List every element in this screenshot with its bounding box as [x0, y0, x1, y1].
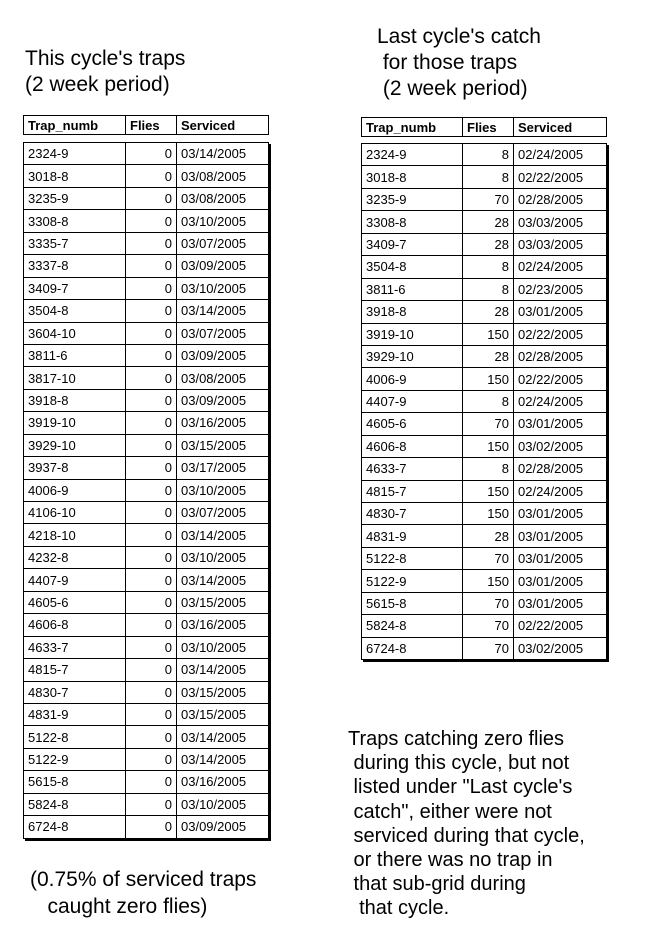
trap-number-cell: 3235-9	[24, 187, 126, 209]
flies-cell: 0	[126, 614, 177, 636]
flies-cell: 70	[463, 637, 514, 659]
flies-cell: 70	[463, 547, 514, 569]
serviced-date-cell: 03/09/2005	[177, 389, 269, 411]
table-row	[362, 592, 607, 614]
flies-cell: 70	[463, 592, 514, 614]
trap-number-cell: 2324-9	[24, 143, 126, 165]
serviced-date-cell: 03/02/2005	[514, 435, 607, 457]
serviced-date-cell: 03/15/2005	[177, 703, 269, 725]
trap-number-cell: 3409-7	[24, 277, 126, 299]
trap-number-cell: 4232-8	[24, 546, 126, 568]
serviced-date-cell: 03/01/2005	[514, 413, 607, 435]
serviced-date-cell: 03/07/2005	[177, 502, 269, 524]
trap-number-cell: 5615-8	[24, 771, 126, 793]
trap-number-cell: 4606-8	[362, 435, 463, 457]
header-flies: Flies	[126, 116, 177, 135]
serviced-date-cell: 03/08/2005	[177, 187, 269, 209]
serviced-date-cell: 02/23/2005	[514, 278, 607, 300]
table-row	[24, 726, 269, 748]
serviced-date-cell: 03/14/2005	[177, 569, 269, 591]
table-row	[24, 614, 269, 636]
trap-number-cell: 3929-10	[362, 345, 463, 367]
trap-number-cell: 4815-7	[24, 659, 126, 681]
trap-number-cell: 4407-9	[24, 569, 126, 591]
trap-number-cell: 4006-9	[362, 368, 463, 390]
table-row	[362, 166, 607, 188]
serviced-date-cell: 03/01/2005	[514, 301, 607, 323]
table-row	[362, 233, 607, 255]
trap-number-cell: 5615-8	[362, 592, 463, 614]
serviced-date-cell: 03/07/2005	[177, 322, 269, 344]
serviced-date-cell: 03/16/2005	[177, 412, 269, 434]
flies-cell: 0	[126, 344, 177, 366]
flies-cell: 0	[126, 457, 177, 479]
flies-cell: 8	[463, 256, 514, 278]
trap-number-cell: 4831-9	[362, 525, 463, 547]
this-cycle-table-header	[23, 115, 269, 135]
flies-cell: 28	[463, 211, 514, 233]
flies-cell: 0	[126, 143, 177, 165]
trap-number-cell: 3308-8	[24, 210, 126, 232]
table-row	[24, 143, 269, 165]
flies-cell: 150	[463, 323, 514, 345]
flies-cell: 150	[463, 570, 514, 592]
trap-number-cell: 6724-8	[362, 637, 463, 659]
serviced-date-cell: 03/16/2005	[177, 771, 269, 793]
table-row	[24, 322, 269, 344]
flies-cell: 8	[463, 390, 514, 412]
trap-number-cell: 3919-10	[24, 412, 126, 434]
flies-cell: 70	[463, 413, 514, 435]
flies-cell: 0	[126, 277, 177, 299]
flies-cell: 0	[126, 546, 177, 568]
flies-cell: 28	[463, 525, 514, 547]
flies-cell: 150	[463, 368, 514, 390]
trap-number-cell: 2324-9	[362, 144, 463, 166]
serviced-date-cell: 03/10/2005	[177, 277, 269, 299]
flies-cell: 0	[126, 793, 177, 815]
header-serviced: Serviced	[514, 118, 607, 137]
trap-number-cell: 3504-8	[24, 300, 126, 322]
trap-number-cell: 6724-8	[24, 816, 126, 838]
trap-number-cell: 3937-8	[24, 457, 126, 479]
trap-number-cell: 4606-8	[24, 614, 126, 636]
last-cycle-table	[361, 143, 607, 660]
table-row	[24, 659, 269, 681]
serviced-date-cell: 02/22/2005	[514, 368, 607, 390]
table-row	[24, 479, 269, 501]
trap-number-cell: 3918-8	[24, 389, 126, 411]
flies-cell: 0	[126, 569, 177, 591]
flies-cell: 8	[463, 278, 514, 300]
serviced-date-cell: 03/02/2005	[514, 637, 607, 659]
table-row	[24, 300, 269, 322]
trap-number-cell: 3918-8	[362, 301, 463, 323]
flies-cell: 0	[126, 165, 177, 187]
trap-number-cell: 5122-9	[362, 570, 463, 592]
header-trap-numb: Trap_numb	[362, 118, 463, 137]
serviced-date-cell: 03/03/2005	[514, 233, 607, 255]
table-row	[24, 232, 269, 254]
flies-cell: 150	[463, 480, 514, 502]
table-row	[362, 256, 607, 278]
serviced-date-cell: 02/28/2005	[514, 188, 607, 210]
header-serviced: Serviced	[177, 116, 269, 135]
serviced-date-cell: 03/14/2005	[177, 143, 269, 165]
trap-number-cell: 4815-7	[362, 480, 463, 502]
table-row	[24, 389, 269, 411]
serviced-date-cell: 03/07/2005	[177, 232, 269, 254]
header-flies: Flies	[463, 118, 514, 137]
table-row	[362, 547, 607, 569]
trap-number-cell: 3409-7	[362, 233, 463, 255]
flies-cell: 0	[126, 412, 177, 434]
flies-cell: 28	[463, 233, 514, 255]
trap-number-cell: 3335-7	[24, 232, 126, 254]
flies-cell: 0	[126, 300, 177, 322]
serviced-date-cell: 02/28/2005	[514, 345, 607, 367]
table-row	[24, 344, 269, 366]
trap-number-cell: 3018-8	[24, 165, 126, 187]
header-trap-numb: Trap_numb	[24, 116, 126, 135]
table-row	[362, 525, 607, 547]
serviced-date-cell: 03/17/2005	[177, 457, 269, 479]
flies-cell: 0	[126, 232, 177, 254]
explanation-note: Traps catching zero flies during this cycle, but not listed under "Last cycle's catch", either were not serviced during that cycle, or there was no trap in that sub-grid during that cycle.	[348, 728, 585, 920]
trap-number-cell: 3604-10	[24, 322, 126, 344]
table-row	[362, 144, 607, 166]
table-row	[362, 615, 607, 637]
serviced-date-cell: 03/15/2005	[177, 681, 269, 703]
serviced-date-cell: 03/01/2005	[514, 547, 607, 569]
trap-number-cell: 3919-10	[362, 323, 463, 345]
flies-cell: 70	[463, 188, 514, 210]
serviced-date-cell: 03/01/2005	[514, 592, 607, 614]
flies-cell: 8	[463, 144, 514, 166]
table-row	[24, 255, 269, 277]
last-cycle-title: Last cycle's catch for those traps (2 week period)	[377, 25, 541, 100]
serviced-date-cell: 02/22/2005	[514, 323, 607, 345]
serviced-date-cell: 03/14/2005	[177, 524, 269, 546]
flies-cell: 0	[126, 524, 177, 546]
serviced-date-cell: 03/08/2005	[177, 165, 269, 187]
table-row	[24, 457, 269, 479]
table-row	[362, 570, 607, 592]
trap-number-cell: 4633-7	[362, 458, 463, 480]
trap-number-cell: 3811-6	[24, 344, 126, 366]
serviced-date-cell: 03/14/2005	[177, 726, 269, 748]
flies-cell: 8	[463, 166, 514, 188]
flies-cell: 0	[126, 726, 177, 748]
flies-cell: 70	[463, 615, 514, 637]
table-row	[24, 681, 269, 703]
trap-number-cell: 3337-8	[24, 255, 126, 277]
serviced-date-cell: 03/10/2005	[177, 546, 269, 568]
table-row	[24, 748, 269, 770]
flies-cell: 0	[126, 434, 177, 456]
trap-number-cell: 4633-7	[24, 636, 126, 658]
trap-number-cell: 4218-10	[24, 524, 126, 546]
table-row	[24, 546, 269, 568]
table-row	[24, 187, 269, 209]
table-row	[362, 211, 607, 233]
serviced-date-cell: 03/08/2005	[177, 367, 269, 389]
trap-number-cell: 4605-6	[24, 591, 126, 613]
table-row	[24, 591, 269, 613]
flies-cell: 0	[126, 389, 177, 411]
table-row	[24, 412, 269, 434]
table-row	[24, 165, 269, 187]
table-row	[24, 210, 269, 232]
flies-cell: 0	[126, 748, 177, 770]
trap-number-cell: 3811-6	[362, 278, 463, 300]
serviced-date-cell: 02/24/2005	[514, 144, 607, 166]
flies-cell: 0	[126, 591, 177, 613]
trap-number-cell: 4106-10	[24, 502, 126, 524]
flies-cell: 0	[126, 187, 177, 209]
trap-number-cell: 3018-8	[362, 166, 463, 188]
flies-cell: 0	[126, 367, 177, 389]
serviced-date-cell: 03/01/2005	[514, 503, 607, 525]
trap-number-cell: 3308-8	[362, 211, 463, 233]
flies-cell: 0	[126, 659, 177, 681]
table-row	[362, 503, 607, 525]
serviced-date-cell: 03/09/2005	[177, 255, 269, 277]
serviced-date-cell: 03/10/2005	[177, 479, 269, 501]
table-row	[362, 458, 607, 480]
flies-cell: 150	[463, 503, 514, 525]
serviced-date-cell: 02/24/2005	[514, 480, 607, 502]
table-row	[362, 345, 607, 367]
serviced-date-cell: 03/14/2005	[177, 659, 269, 681]
table-row	[24, 524, 269, 546]
flies-cell: 0	[126, 636, 177, 658]
table-row	[362, 278, 607, 300]
table-row	[362, 188, 607, 210]
serviced-date-cell: 03/16/2005	[177, 614, 269, 636]
serviced-date-cell: 03/03/2005	[514, 211, 607, 233]
trap-number-cell: 5122-8	[24, 726, 126, 748]
this-cycle-title: This cycle's traps (2 week period)	[25, 47, 186, 96]
table-row	[362, 368, 607, 390]
trap-number-cell: 3235-9	[362, 188, 463, 210]
flies-cell: 8	[463, 458, 514, 480]
table-row	[24, 502, 269, 524]
table-row	[24, 636, 269, 658]
table-row	[24, 367, 269, 389]
serviced-date-cell: 03/09/2005	[177, 344, 269, 366]
table-row	[362, 390, 607, 412]
serviced-date-cell: 03/15/2005	[177, 434, 269, 456]
flies-cell: 0	[126, 703, 177, 725]
flies-cell: 0	[126, 502, 177, 524]
serviced-date-cell: 03/15/2005	[177, 591, 269, 613]
trap-number-cell: 4605-6	[362, 413, 463, 435]
flies-cell: 0	[126, 210, 177, 232]
table-row	[362, 301, 607, 323]
flies-cell: 0	[126, 771, 177, 793]
serviced-date-cell: 03/14/2005	[177, 748, 269, 770]
serviced-date-cell: 02/24/2005	[514, 390, 607, 412]
flies-cell: 150	[463, 435, 514, 457]
trap-number-cell: 5824-8	[362, 615, 463, 637]
table-row	[362, 637, 607, 659]
flies-cell: 28	[463, 345, 514, 367]
serviced-date-cell: 03/14/2005	[177, 300, 269, 322]
trap-number-cell: 3817-10	[24, 367, 126, 389]
trap-number-cell: 5824-8	[24, 793, 126, 815]
serviced-date-cell: 03/10/2005	[177, 793, 269, 815]
serviced-date-cell: 02/24/2005	[514, 256, 607, 278]
trap-number-cell: 3504-8	[362, 256, 463, 278]
serviced-date-cell: 03/01/2005	[514, 525, 607, 547]
flies-cell: 0	[126, 479, 177, 501]
table-row	[362, 323, 607, 345]
table-row	[362, 413, 607, 435]
trap-number-cell: 4830-7	[24, 681, 126, 703]
trap-number-cell: 4006-9	[24, 479, 126, 501]
table-row	[24, 434, 269, 456]
serviced-date-cell: 02/28/2005	[514, 458, 607, 480]
flies-cell: 28	[463, 301, 514, 323]
trap-number-cell: 5122-9	[24, 748, 126, 770]
table-row	[24, 816, 269, 838]
serviced-date-cell: 02/22/2005	[514, 166, 607, 188]
table-row	[362, 435, 607, 457]
last-cycle-table-header	[361, 117, 607, 137]
zero-flies-percentage-note: (0.75% of serviced traps caught zero flies)	[30, 868, 257, 918]
table-row	[24, 703, 269, 725]
table-row	[362, 480, 607, 502]
trap-number-cell: 3929-10	[24, 434, 126, 456]
flies-cell: 0	[126, 322, 177, 344]
table-row	[24, 793, 269, 815]
serviced-date-cell: 02/22/2005	[514, 615, 607, 637]
flies-cell: 0	[126, 255, 177, 277]
serviced-date-cell: 03/10/2005	[177, 210, 269, 232]
trap-number-cell: 4830-7	[362, 503, 463, 525]
table-row	[24, 569, 269, 591]
serviced-date-cell: 03/09/2005	[177, 816, 269, 838]
flies-cell: 0	[126, 816, 177, 838]
this-cycle-table	[23, 142, 269, 839]
serviced-date-cell: 03/01/2005	[514, 570, 607, 592]
table-row	[24, 277, 269, 299]
table-row	[24, 771, 269, 793]
serviced-date-cell: 03/10/2005	[177, 636, 269, 658]
flies-cell: 0	[126, 681, 177, 703]
trap-number-cell: 4407-9	[362, 390, 463, 412]
trap-number-cell: 4831-9	[24, 703, 126, 725]
trap-number-cell: 5122-8	[362, 547, 463, 569]
